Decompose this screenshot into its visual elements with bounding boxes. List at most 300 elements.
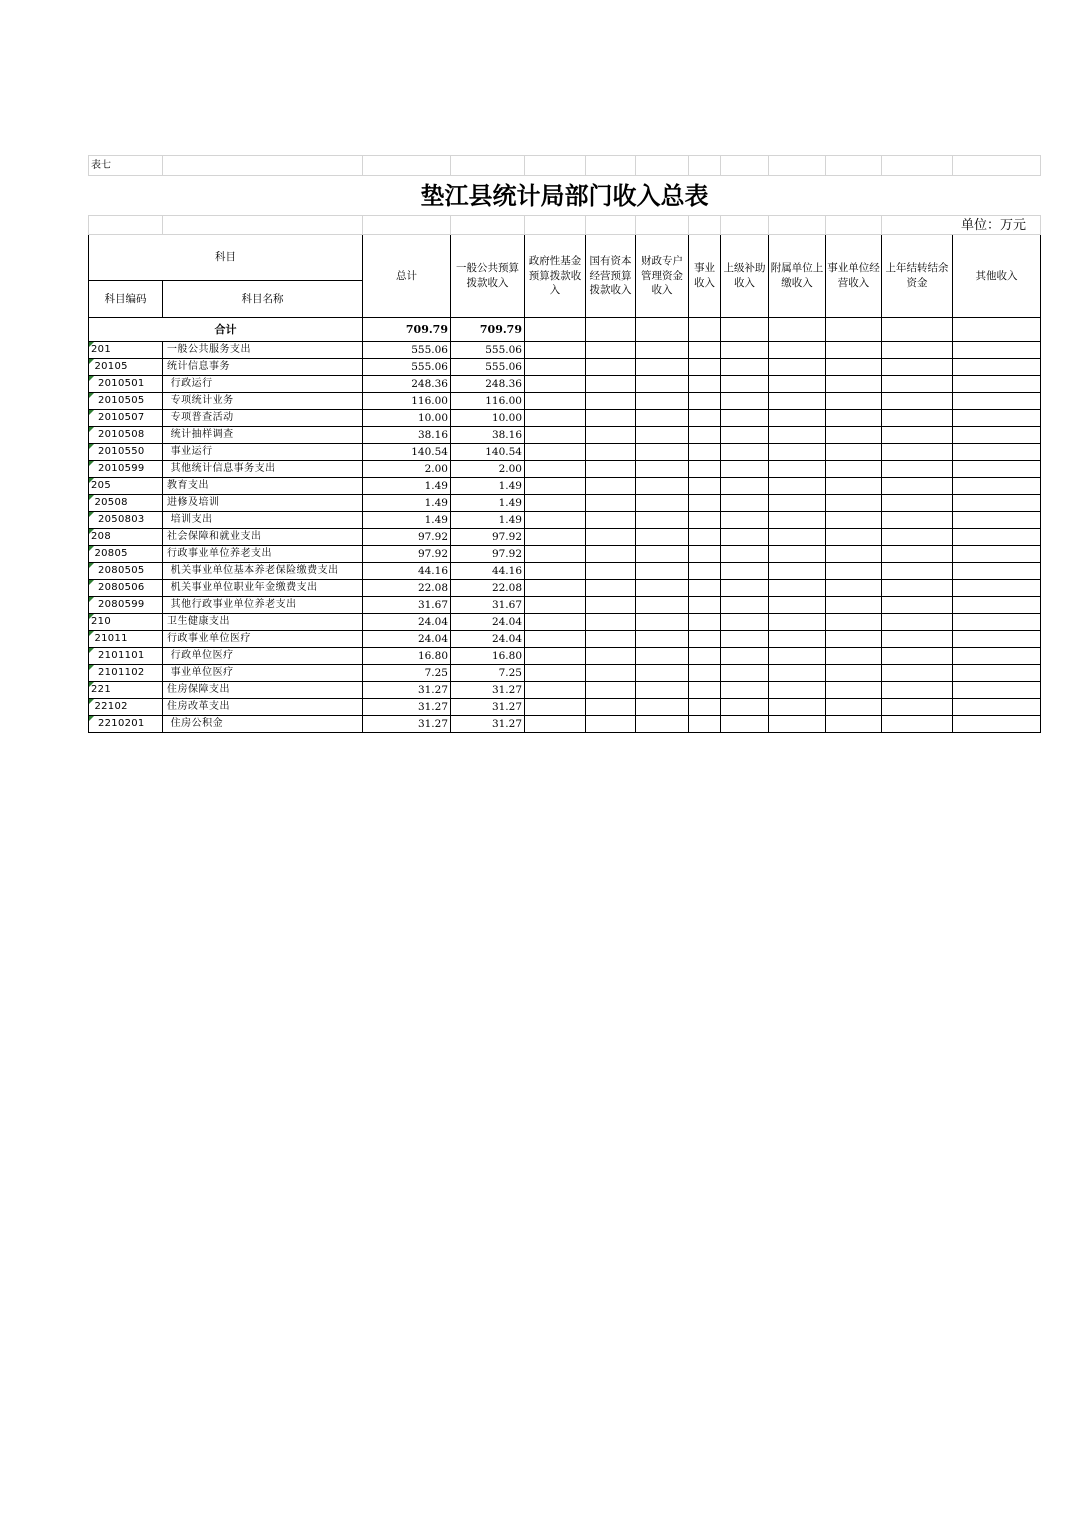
empty-cell [525, 410, 586, 427]
empty-cell [525, 342, 586, 359]
subject-name-cell: 一般公共服务支出 [163, 342, 363, 359]
empty-cell [826, 376, 882, 393]
empty-cell [525, 580, 586, 597]
income-summary-table [88, 155, 1041, 733]
empty-cell [721, 699, 769, 716]
table-row [89, 478, 1041, 495]
empty-cell [525, 716, 586, 733]
empty-cell [636, 580, 689, 597]
table-row [89, 597, 1041, 614]
empty-cell [882, 716, 953, 733]
empty-cell [689, 410, 721, 427]
subject-code-cell: 201 [89, 342, 163, 359]
empty-cell [769, 461, 826, 478]
header-subject: 科目 [89, 235, 363, 281]
total-cell: 555.06 [363, 359, 451, 376]
table-row [89, 563, 1041, 580]
empty-cell [882, 495, 953, 512]
table-row [89, 699, 1041, 716]
empty-cell [882, 614, 953, 631]
empty-cell [636, 529, 689, 546]
general-budget-cell: 24.04 [451, 614, 525, 631]
table-row [89, 359, 1041, 376]
empty-cell [769, 359, 826, 376]
total-cell: 555.06 [363, 342, 451, 359]
empty-cell [636, 614, 689, 631]
subject-code-cell: 21011 [89, 631, 163, 648]
subject-name-cell: 住房公积金 [163, 716, 363, 733]
general-budget-cell: 116.00 [451, 393, 525, 410]
subject-name-cell: 卫生健康支出 [163, 614, 363, 631]
empty-cell [636, 342, 689, 359]
header-superior-subsidy: 上级补助收入 [721, 235, 769, 318]
table-row [89, 461, 1041, 478]
empty-cell [636, 563, 689, 580]
total-cell: 44.16 [363, 563, 451, 580]
general-budget-cell: 555.06 [451, 359, 525, 376]
empty-cell [586, 546, 636, 563]
header-gov-fund: 政府性基金预算拨款收入 [525, 235, 586, 318]
table-row [89, 665, 1041, 682]
empty-cell [953, 563, 1041, 580]
total-cell: 1.49 [363, 495, 451, 512]
empty-cell [689, 512, 721, 529]
empty-cell [826, 665, 882, 682]
empty-cell [953, 478, 1041, 495]
empty-cell [636, 495, 689, 512]
empty-cell [953, 410, 1041, 427]
table-row [89, 495, 1041, 512]
empty-cell [689, 682, 721, 699]
empty-cell [636, 444, 689, 461]
empty-cell [525, 665, 586, 682]
subject-code-cell: 22102 [89, 699, 163, 716]
table-row [89, 631, 1041, 648]
empty-cell [769, 614, 826, 631]
empty-cell [953, 359, 1041, 376]
empty-cell [826, 444, 882, 461]
subject-name-cell: 行政事业单位养老支出 [163, 546, 363, 563]
table-row [89, 614, 1041, 631]
empty-cell [525, 546, 586, 563]
empty-cell [769, 648, 826, 665]
empty-cell [882, 342, 953, 359]
total-cell: 97.92 [363, 546, 451, 563]
empty-cell [636, 597, 689, 614]
empty-cell [586, 427, 636, 444]
empty-cell [953, 512, 1041, 529]
empty-cell [636, 665, 689, 682]
total-cell: 248.36 [363, 376, 451, 393]
subject-name-cell: 统计抽样调查 [163, 427, 363, 444]
empty-cell [586, 495, 636, 512]
empty-cell [525, 699, 586, 716]
subject-name-cell: 其他统计信息事务支出 [163, 461, 363, 478]
empty-cell [769, 410, 826, 427]
general-budget-cell: 7.25 [451, 665, 525, 682]
empty-cell [826, 580, 882, 597]
general-budget-cell: 31.27 [451, 716, 525, 733]
general-budget-cell: 22.08 [451, 580, 525, 597]
empty-cell [769, 444, 826, 461]
total-cell: 1.49 [363, 512, 451, 529]
empty-cell [586, 529, 636, 546]
empty-cell [586, 699, 636, 716]
empty-cell [689, 478, 721, 495]
total-general: 709.79 [451, 318, 525, 342]
empty-cell [826, 716, 882, 733]
subject-code-cell: 2080505 [89, 563, 163, 580]
table-row [89, 444, 1041, 461]
subject-code-cell: 2210201 [89, 716, 163, 733]
empty-cell [826, 461, 882, 478]
table-row [89, 716, 1041, 733]
empty-cell [769, 478, 826, 495]
empty-cell [636, 359, 689, 376]
empty-cell [586, 665, 636, 682]
empty-cell [953, 597, 1041, 614]
empty-cell [586, 478, 636, 495]
general-budget-cell: 248.36 [451, 376, 525, 393]
empty-cell [826, 427, 882, 444]
empty-cell [586, 563, 636, 580]
empty-cell [636, 461, 689, 478]
empty-cell [769, 376, 826, 393]
total-cell: 2.00 [363, 461, 451, 478]
empty-cell [636, 546, 689, 563]
total-cell: 7.25 [363, 665, 451, 682]
empty-cell [826, 682, 882, 699]
subject-code-cell: 2010508 [89, 427, 163, 444]
empty-cell [525, 359, 586, 376]
subject-code-cell: 2010550 [89, 444, 163, 461]
table-row [89, 682, 1041, 699]
empty-cell [525, 648, 586, 665]
empty-cell [769, 495, 826, 512]
empty-cell [586, 393, 636, 410]
empty-cell [721, 597, 769, 614]
empty-cell [586, 359, 636, 376]
empty-cell [689, 648, 721, 665]
table-row [89, 512, 1041, 529]
total-cell: 116.00 [363, 393, 451, 410]
empty-cell [882, 665, 953, 682]
empty-cell [769, 631, 826, 648]
empty-cell [769, 682, 826, 699]
empty-cell [721, 376, 769, 393]
empty-cell [953, 393, 1041, 410]
empty-cell [769, 529, 826, 546]
subject-name-cell: 行政运行 [163, 376, 363, 393]
empty-cell [636, 478, 689, 495]
empty-cell [636, 699, 689, 716]
general-budget-cell: 31.27 [451, 682, 525, 699]
empty-cell [721, 512, 769, 529]
empty-cell [769, 563, 826, 580]
empty-cell [882, 461, 953, 478]
empty-cell [882, 359, 953, 376]
empty-cell [689, 546, 721, 563]
subject-name-cell: 机关事业单位职业年金缴费支出 [163, 580, 363, 597]
empty-cell [826, 648, 882, 665]
header-state-capital: 国有资本经营预算拨款收入 [586, 235, 636, 318]
empty-cell [689, 665, 721, 682]
empty-cell [953, 529, 1041, 546]
empty-cell [689, 631, 721, 648]
empty-cell [586, 444, 636, 461]
total-cell: 24.04 [363, 614, 451, 631]
table-row [89, 546, 1041, 563]
subject-name-cell: 机关事业单位基本养老保险缴费支出 [163, 563, 363, 580]
subject-name-cell: 统计信息事务 [163, 359, 363, 376]
empty-cell [882, 580, 953, 597]
empty-cell [636, 716, 689, 733]
sheet-label: 表七 [89, 156, 163, 176]
subject-code-cell: 20105 [89, 359, 163, 376]
table-row [89, 393, 1041, 410]
empty-cell [721, 529, 769, 546]
general-budget-cell: 16.80 [451, 648, 525, 665]
subject-name-cell: 行政单位医疗 [163, 648, 363, 665]
empty-cell [586, 648, 636, 665]
empty-cell [882, 563, 953, 580]
general-budget-cell: 1.49 [451, 495, 525, 512]
total-cell: 24.04 [363, 631, 451, 648]
empty-cell [689, 580, 721, 597]
empty-cell [953, 631, 1041, 648]
general-budget-cell: 10.00 [451, 410, 525, 427]
empty-cell [826, 614, 882, 631]
table-row [89, 529, 1041, 546]
empty-cell [525, 376, 586, 393]
empty-cell [586, 597, 636, 614]
general-budget-cell: 38.16 [451, 427, 525, 444]
header-business: 事业收入 [689, 235, 721, 318]
empty-cell [721, 478, 769, 495]
subject-code-cell: 2101102 [89, 665, 163, 682]
empty-cell [953, 546, 1041, 563]
empty-cell [721, 410, 769, 427]
empty-cell [953, 682, 1041, 699]
empty-cell [953, 461, 1041, 478]
empty-cell [953, 580, 1041, 597]
total-cell: 38.16 [363, 427, 451, 444]
header-fiscal-special: 财政专户管理资金收入 [636, 235, 689, 318]
header-row-1 [89, 235, 1041, 281]
total-cell: 97.92 [363, 529, 451, 546]
general-budget-cell: 97.92 [451, 529, 525, 546]
empty-cell [689, 444, 721, 461]
empty-cell [525, 427, 586, 444]
empty-cell [586, 631, 636, 648]
empty-cell [721, 580, 769, 597]
general-budget-cell: 97.92 [451, 546, 525, 563]
empty-cell [689, 461, 721, 478]
empty-cell [525, 529, 586, 546]
header-business-operation: 事业单位经营收入 [826, 235, 882, 318]
empty-cell [769, 342, 826, 359]
empty-cell [953, 342, 1041, 359]
empty-cell [525, 614, 586, 631]
empty-cell [769, 699, 826, 716]
empty-cell [769, 665, 826, 682]
total-cell: 31.27 [363, 716, 451, 733]
empty-cell [882, 648, 953, 665]
empty-cell [525, 478, 586, 495]
page-title: 垫江县统计局部门收入总表 [89, 176, 1041, 216]
total-cell: 10.00 [363, 410, 451, 427]
empty-cell [953, 444, 1041, 461]
subject-name-cell: 其他行政事业单位养老支出 [163, 597, 363, 614]
empty-cell [882, 376, 953, 393]
empty-cell [882, 410, 953, 427]
empty-cell [953, 716, 1041, 733]
subject-code-cell: 2101101 [89, 648, 163, 665]
empty-cell [721, 393, 769, 410]
empty-cell [721, 563, 769, 580]
empty-cell [953, 665, 1041, 682]
total-cell: 140.54 [363, 444, 451, 461]
empty-cell [721, 444, 769, 461]
subject-code-cell: 20508 [89, 495, 163, 512]
empty-cell [525, 631, 586, 648]
general-budget-cell: 31.67 [451, 597, 525, 614]
total-cell: 22.08 [363, 580, 451, 597]
header-other: 其他收入 [953, 235, 1041, 318]
empty-cell [689, 716, 721, 733]
empty-cell [953, 614, 1041, 631]
empty-cell [689, 699, 721, 716]
empty-cell [525, 512, 586, 529]
empty-cell [882, 427, 953, 444]
income-summary-sheet [88, 155, 1040, 733]
empty-cell [689, 427, 721, 444]
empty-cell [525, 444, 586, 461]
total-cell: 31.27 [363, 682, 451, 699]
empty-cell [689, 342, 721, 359]
empty-cell [721, 342, 769, 359]
subject-name-cell: 培训支出 [163, 512, 363, 529]
empty-cell [953, 648, 1041, 665]
empty-cell [721, 631, 769, 648]
subject-code-cell: 205 [89, 478, 163, 495]
empty-cell [689, 563, 721, 580]
empty-cell [586, 461, 636, 478]
subject-code-cell: 208 [89, 529, 163, 546]
subject-code-cell: 2010599 [89, 461, 163, 478]
empty-cell [636, 512, 689, 529]
empty-cell [586, 580, 636, 597]
subject-code-cell: 2010505 [89, 393, 163, 410]
empty-cell [826, 546, 882, 563]
empty-cell [882, 393, 953, 410]
empty-cell [953, 495, 1041, 512]
empty-cell [826, 631, 882, 648]
general-budget-cell: 555.06 [451, 342, 525, 359]
general-budget-cell: 2.00 [451, 461, 525, 478]
empty-cell [636, 682, 689, 699]
general-budget-cell: 31.27 [451, 699, 525, 716]
general-budget-cell: 24.04 [451, 631, 525, 648]
total-label: 合计 [89, 318, 363, 342]
table-row [89, 580, 1041, 597]
subject-name-cell: 专项统计业务 [163, 393, 363, 410]
empty-cell [882, 512, 953, 529]
subject-code-cell: 2050803 [89, 512, 163, 529]
empty-cell [826, 410, 882, 427]
unit-label: 单位：万元 [882, 216, 1041, 235]
empty-cell [882, 529, 953, 546]
empty-cell [689, 393, 721, 410]
empty-cell [636, 427, 689, 444]
general-budget-cell: 140.54 [451, 444, 525, 461]
empty-cell [721, 716, 769, 733]
empty-cell [636, 648, 689, 665]
subject-name-cell: 事业运行 [163, 444, 363, 461]
empty-cell [953, 427, 1041, 444]
empty-cell [826, 393, 882, 410]
empty-cell [721, 427, 769, 444]
general-budget-cell: 1.49 [451, 512, 525, 529]
empty-cell [769, 580, 826, 597]
header-subject-code: 科目编码 [89, 281, 163, 318]
empty-cell [636, 631, 689, 648]
empty-cell [636, 376, 689, 393]
empty-cell [689, 597, 721, 614]
empty-cell [953, 699, 1041, 716]
subject-name-cell: 行政事业单位医疗 [163, 631, 363, 648]
empty-cell [689, 614, 721, 631]
header-affiliated: 附属单位上缴收入 [769, 235, 826, 318]
subject-name-cell: 住房保障支出 [163, 682, 363, 699]
empty-cell [721, 614, 769, 631]
empty-cell [525, 597, 586, 614]
empty-cell [586, 410, 636, 427]
empty-cell [769, 716, 826, 733]
empty-cell [769, 546, 826, 563]
table-row [89, 427, 1041, 444]
total-cell: 31.27 [363, 699, 451, 716]
empty-cell [826, 512, 882, 529]
empty-cell [721, 682, 769, 699]
empty-cell [525, 495, 586, 512]
empty-cell [882, 597, 953, 614]
empty-cell [882, 682, 953, 699]
subject-code-cell: 2080506 [89, 580, 163, 597]
unit-row [89, 216, 1041, 235]
subject-code-cell: 2080599 [89, 597, 163, 614]
subject-name-cell: 教育支出 [163, 478, 363, 495]
empty-cell [525, 563, 586, 580]
empty-cell [953, 376, 1041, 393]
subject-code-cell: 2010507 [89, 410, 163, 427]
total-row [89, 318, 1041, 342]
empty-cell [689, 376, 721, 393]
subject-code-cell: 210 [89, 614, 163, 631]
empty-cell [721, 359, 769, 376]
empty-cell [826, 359, 882, 376]
header-subject-name: 科目名称 [163, 281, 363, 318]
table-row [89, 342, 1041, 359]
empty-cell [689, 529, 721, 546]
empty-cell [525, 682, 586, 699]
total-cell: 1.49 [363, 478, 451, 495]
subject-name-cell: 进修及培训 [163, 495, 363, 512]
empty-cell [721, 461, 769, 478]
total-cell: 16.80 [363, 648, 451, 665]
sheet-label-row [89, 156, 1041, 176]
empty-cell [586, 376, 636, 393]
